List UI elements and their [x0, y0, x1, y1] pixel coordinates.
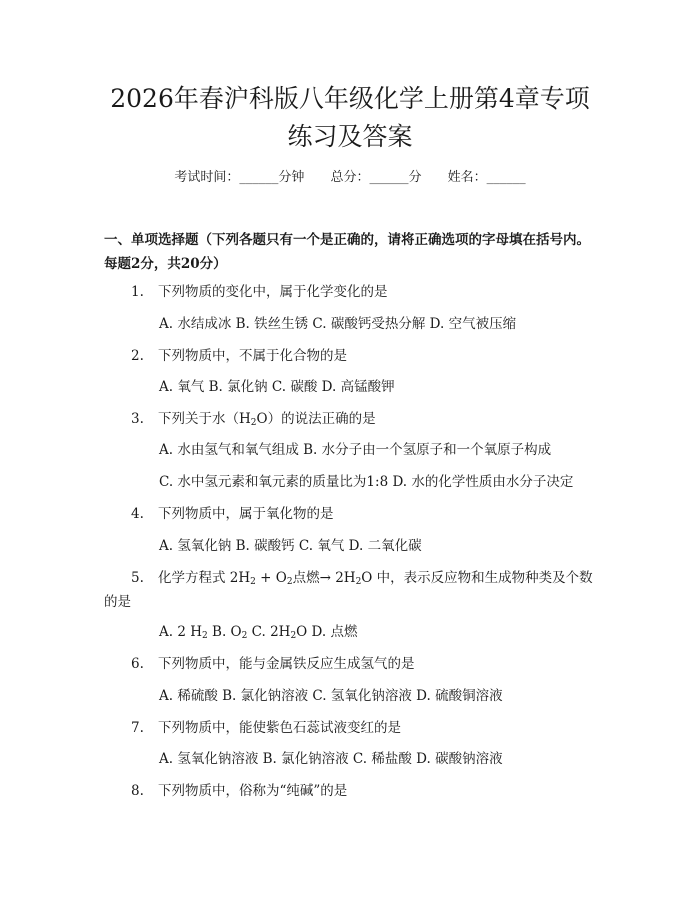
question-number: 8. [131, 783, 144, 799]
option-text: O D. 点燃 [296, 624, 358, 640]
subscript: 2 [286, 577, 293, 587]
question-stem: 下列物质中，能与金属铁反应生成氢气的是 [158, 656, 415, 672]
question-5 [104, 566, 599, 614]
question-number: 2. [131, 348, 144, 364]
question-1 [104, 280, 599, 304]
question-stem-part: + O [255, 570, 287, 586]
document-title [60, 80, 640, 156]
question-stem: 下列物质中，能使紫色石蕊试液变红的是 [158, 720, 401, 736]
name-field: 姓名：______ [447, 170, 526, 185]
exam-time-field: 考试时间：______分钟 [174, 170, 305, 185]
question-stem-part: 点燃→ 2H [292, 570, 356, 586]
question-2-options: A. 氧气 B. 氯化钠 C. 碳酸 D. 高锰酸钾 [159, 379, 395, 395]
question-number: 7. [131, 720, 144, 736]
question-7-options: A. 氢氧化钠溶液 B. 氯化钠溶液 C. 稀盐酸 D. 碳酸钠溶液 [159, 751, 503, 767]
subscript: 2 [355, 577, 362, 587]
question-stem: 下列物质的变化中，属于化学变化的是 [158, 284, 388, 300]
option-text: A. 2 H [159, 624, 202, 640]
question-3-options-row-2: C. 水中氢元素和氧元素的质量比为1:8 D. 水的化学性质由水分子决定 [159, 474, 574, 490]
question-number: 1. [131, 284, 144, 300]
title-line-1: 2026年春沪科版八年级化学上册第4章专项 [110, 84, 590, 113]
question-2 [104, 344, 599, 368]
question-stem-part: 化学方程式 2H [158, 570, 251, 586]
question-number: 4. [131, 506, 144, 522]
question-1-options: A. 水结成冰 B. 铁丝生锈 C. 碳酸钙受热分解 D. 空气被压缩 [159, 316, 517, 332]
question-8 [104, 779, 599, 803]
question-3-options-row-1: A. 水由氢气和氧气组成 B. 水分子由一个氢原子和一个氧原子构成 [159, 442, 552, 458]
question-4-options: A. 氢氧化钠 B. 碳酸钙 C. 氧气 D. 二氧化碳 [159, 538, 422, 554]
question-4 [104, 502, 599, 526]
question-number: 5. [131, 570, 144, 586]
question-stem-part: O 中，表示反应物和生成物种类及个数的是 [104, 570, 593, 610]
question-stem: 下列物质中，属于氧化物的是 [158, 506, 334, 522]
option-text: B. O [207, 624, 242, 640]
subscript: 2 [290, 631, 297, 641]
question-stem: 下列物质中，不属于化合物的是 [158, 348, 347, 364]
question-stem-part: 下列关于水（H [158, 411, 251, 427]
question-number: 3. [131, 411, 144, 427]
option-text: C. 2H [247, 624, 291, 640]
subscript: 2 [202, 631, 208, 641]
title-line-2: 练习及答案 [287, 122, 413, 151]
question-7 [104, 716, 599, 740]
subscript: 2 [250, 418, 257, 428]
question-3 [104, 407, 599, 431]
total-score-field: 总分：______分 [330, 170, 422, 185]
question-6-options: A. 稀硫酸 B. 氯化钠溶液 C. 氢氧化钠溶液 D. 硫酸铜溶液 [159, 688, 503, 704]
subscript: 2 [241, 631, 248, 641]
subscript: 2 [250, 577, 256, 587]
question-6 [104, 652, 599, 676]
exam-meta [0, 168, 700, 188]
question-5-options [159, 620, 599, 644]
question-stem: 下列物质中，俗称为“纯碱”的是 [158, 783, 348, 799]
section-heading: 一、单项选择题（下列各题只有一个是正确的，请将正确选项的字母填在括号内。每题2分，共20分） [104, 232, 590, 272]
question-number: 6. [131, 656, 144, 672]
question-stem-part: O）的说法正确的是 [256, 411, 376, 427]
